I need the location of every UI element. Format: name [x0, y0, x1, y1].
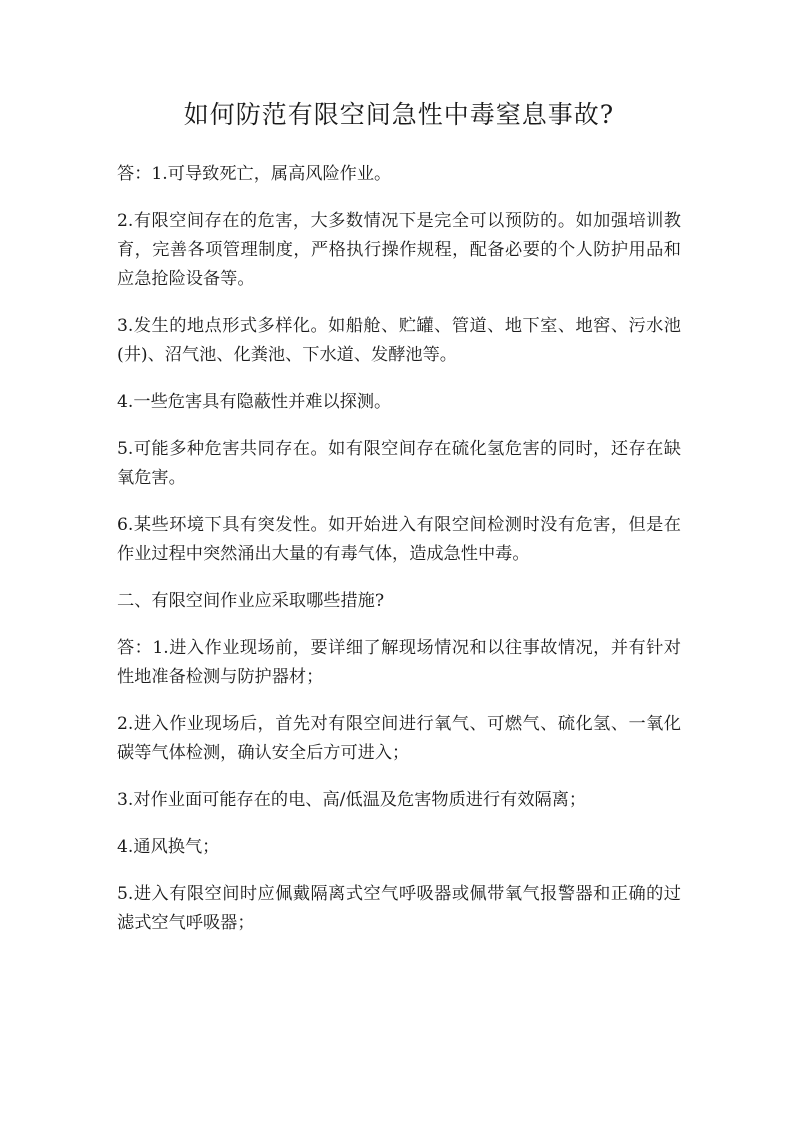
section-heading-measures: 二、有限空间作业应采取哪些措施? [117, 591, 385, 611]
document-title: 如何防范有限空间急性中毒窒息事故? [183, 100, 615, 129]
paragraph-measure-1: 答：1.进入作业现场前，要详细了解现场情况和以往事故情况，并有针对性地准备检测与防护器材； [117, 638, 681, 687]
paragraph-answer-5: 5.可能多种危害共同存在。如有限空间存在硫化氢危害的同时，还存在缺氧危害。 [117, 439, 681, 488]
paragraph-measure-2: 2.进入作业现场后，首先对有限空间进行氧气、可燃气、硫化氢、一氧化碳等气体检测，确认安全后方可进入； [117, 714, 681, 763]
paragraph-answer-4: 4.一些危害具有隐蔽性并难以探测。 [117, 392, 392, 412]
paragraph-answer-3: 3.发生的地点形式多样化。如船舱、贮罐、管道、地下室、地窖、污水池(井)、沼气池、化粪池、下水道、发酵池等。 [117, 316, 681, 365]
paragraph-measure-5: 5.进入有限空间时应佩戴隔离式空气呼吸器或佩带氧气报警器和正确的过滤式空气呼吸器； [117, 884, 681, 933]
paragraph-measure-4: 4.通风换气； [117, 837, 220, 857]
paragraph-measure-3: 3.对作业面可能存在的电、高/低温及危害物质进行有效隔离； [117, 790, 587, 810]
paragraph-answer-1: 答：1.可导致死亡，属高风险作业。 [117, 164, 392, 184]
document-body [117, 160, 681, 938]
paragraph-answer-6: 6.某些环境下具有突发性。如开始进入有限空间检测时没有危害，但是在作业过程中突然涌出大量的有毒气体，造成急性中毒。 [117, 515, 681, 564]
paragraph-answer-2: 2.有限空间存在的危害，大多数情况下是完全可以预防的。如加强培训教育，完善各项管理制度，严格执行操作规程，配备必要的个人防护用品和应急抢险设备等。 [117, 211, 681, 289]
